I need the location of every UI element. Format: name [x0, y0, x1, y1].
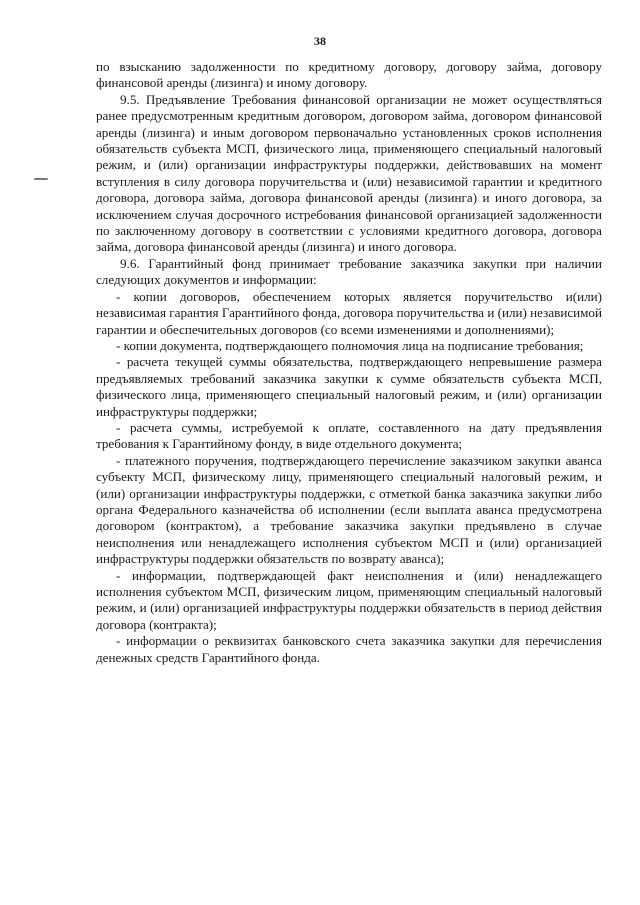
list-item: - платежного поручения, подтверждающего перечисление заказчиком закупки аванса субъекту МСП, физическому лицу, применяющего специальный налоговый режим, и (или) организации инфраструктуры поддержки, с отметкой банка заказчика закупки либо органа Федерального казначейства об исполнении (если выплата аванса предусмотрена договором (контрактом), а требование заказчика закупки предъявлено в случае неисполнения или ненадлежащего исполнения субъектом МСП и (или) организацией инфраструктуры поддержки обязательств по возврату аванса); [96, 452, 602, 567]
list-item: - информации о реквизитах банковского счета заказчика закупки для перечисления денежных средств Гарантийного фонда. [96, 633, 602, 665]
list-item: - копии договоров, обеспечением которых является поручительство и(или) независимая гарантия Гарантийного фонда, договора поручительства и (или) независимой гарантии и обеспечительных договоров (со всеми изменениями и дополнениями); [96, 288, 602, 337]
list-item: - расчета суммы, истребуемой к оплате, составленного на дату предъявления требования к Гарантийному фонду, в виде отдельного документа; [96, 419, 602, 452]
list-item: - информации, подтверждающей факт неисполнения и (или) ненадлежащего исполнения субъектом МСП, физическим лицом, применяющим специальный налоговый режим, и (или) организацией инфраструктуры поддержки обязательств в период действия договора (контракта); [96, 567, 602, 632]
paragraph-9-5: 9.5. Предъявление Требования финансовой организации не может осуществляться ранее предусмотренным кредитным договором, договором займа, договором финансовой аренды (лизинга) и иным договором первоначально установленных сроков исполнения обязательств субъекта МСП, физического лица, применяющего специальный налоговый режим, и (или) организации инфраструктуры поддержки, действовавших на момент вступления в силу договора поручительства и (или) независимой гарантии и кредитного договора, договора займа, договора финансовой аренды (лизинга) и иного договора, за исключением случая досрочного истребования финансовой организацией задолженности по заключенному договору в соответствии с условиями кредитного договора, договора займа, договора финансовой аренды (лизинга) и иного договора. [96, 91, 602, 255]
paragraph-9-6: 9.6. Гарантийный фонд принимает требование заказчика закупки при наличии следующих документов и информации: [96, 255, 602, 288]
document-body [96, 59, 602, 666]
paragraph-continuation: по взысканию задолженности по кредитному договору, договору займа, договору финансовой аренды (лизинга) и иному договору. [96, 59, 602, 91]
list-item: - копии документа, подтверждающего полномочия лица на подписание требования; [116, 337, 584, 353]
page-number: 38 [314, 34, 326, 48]
list-item: - расчета текущей суммы обязательства, подтверждающего непревышение размера предъявляемых требований заказчика закупки к сумме обязательств субъекта МСП, физического лица, применяющего специальный налоговый режим, и (или) организации инфраструктуры поддержки; [96, 354, 602, 419]
scan-mark [34, 178, 48, 180]
